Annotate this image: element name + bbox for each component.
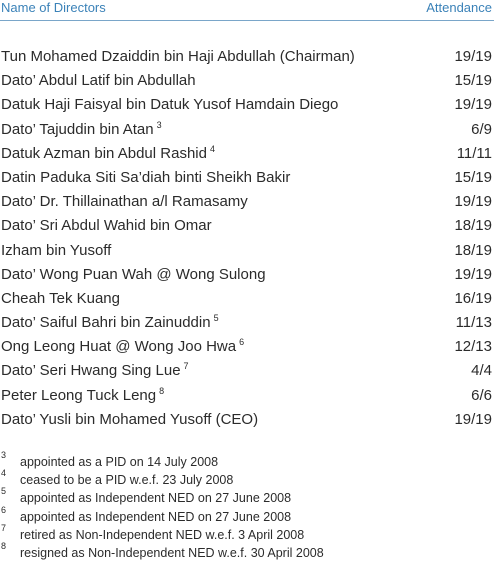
table-row bbox=[0, 410, 494, 434]
director-name-text: Datin Paduka Siti Sa’diah binti Sheikh Bakir bbox=[1, 168, 291, 186]
table-row bbox=[0, 71, 494, 95]
director-name-text: Cheah Tek Kuang bbox=[1, 289, 120, 307]
footnote-marker: 4 bbox=[209, 143, 215, 154]
table-row bbox=[0, 168, 494, 192]
footnote-text: appointed as a PID on 14 July 2008 bbox=[20, 455, 219, 469]
footnote-marker: 3 bbox=[156, 119, 162, 130]
attendance-value: 16/19 bbox=[454, 289, 492, 307]
director-name bbox=[1, 71, 196, 91]
table-row bbox=[0, 337, 494, 361]
table-row bbox=[0, 192, 494, 216]
footnote bbox=[0, 450, 494, 471]
table-header bbox=[0, 0, 494, 21]
director-name bbox=[1, 241, 111, 261]
attendance-value: 19/19 bbox=[454, 265, 492, 283]
director-name-text: Dato’ Saiful Bahri bin Zainuddin bbox=[1, 314, 211, 332]
table-row bbox=[0, 289, 494, 313]
footnote-marker: 8 bbox=[159, 385, 165, 396]
footnote bbox=[0, 504, 494, 526]
director-name bbox=[1, 120, 162, 140]
table-row bbox=[0, 216, 494, 240]
footnote bbox=[0, 486, 494, 507]
attendance-value: 19/19 bbox=[454, 96, 492, 114]
director-name-text: Datuk Azman bin Abdul Rashid bbox=[1, 144, 207, 162]
directors-table-body bbox=[0, 47, 494, 434]
footnote-marker: 6 bbox=[239, 337, 245, 348]
attendance-value: 11/13 bbox=[455, 314, 492, 332]
table-row bbox=[0, 361, 494, 385]
director-name-text: Ong Leong Huat @ Wong Joo Hwa bbox=[1, 338, 237, 356]
table-row bbox=[0, 265, 494, 289]
attendance-value: 19/19 bbox=[454, 48, 492, 65]
director-name bbox=[1, 337, 244, 357]
table-row bbox=[0, 95, 494, 119]
footnote-number: 5 bbox=[1, 486, 7, 497]
director-name bbox=[1, 289, 120, 309]
director-name-text: Dato’ Seri Hwang Sing Lue bbox=[1, 362, 181, 380]
footnotes bbox=[0, 450, 494, 562]
director-name bbox=[1, 386, 164, 406]
footnote-text: retired as Non-Independent NED w.e.f. 3 April 2008 bbox=[20, 527, 305, 542]
footnote bbox=[0, 522, 494, 544]
director-name-text: Dato’ Wong Puan Wah @ Wong Sulong bbox=[1, 265, 266, 283]
table-row bbox=[0, 120, 494, 144]
footnote-marker: 5 bbox=[213, 313, 219, 324]
footnote-text: appointed as Independent NED on 27 June 2008 bbox=[20, 509, 292, 524]
column-header-attendance: Attendance bbox=[426, 0, 492, 15]
table-row bbox=[0, 47, 494, 71]
attendance-value: 11/11 bbox=[456, 144, 492, 162]
attendance-value: 6/6 bbox=[471, 386, 492, 404]
director-name bbox=[1, 216, 212, 236]
attendance-value: 19/19 bbox=[454, 193, 492, 211]
director-name-text: Dato’ Sri Abdul Wahid bin Omar bbox=[1, 217, 212, 235]
attendance-value: 4/4 bbox=[471, 362, 492, 380]
director-name bbox=[1, 410, 258, 430]
footnote-text: ceased to be a PID w.e.f. 23 July 2008 bbox=[20, 473, 234, 488]
director-name-text: Datuk Haji Faisyal bin Datuk Yusof Hamdain Diego bbox=[1, 96, 339, 114]
director-name bbox=[1, 95, 338, 115]
footnote-number: 3 bbox=[1, 450, 7, 460]
footnote-number: 8 bbox=[1, 540, 7, 551]
table-row bbox=[0, 386, 494, 410]
director-name-text: Dato’ Dr. Thillainathan a/l Ramasamy bbox=[1, 193, 248, 211]
footnote-number: 7 bbox=[1, 522, 7, 533]
director-name bbox=[1, 265, 266, 285]
director-name-text: Dato’ Tajuddin bin Atan bbox=[1, 120, 154, 138]
attendance-value: 19/19 bbox=[454, 410, 492, 428]
attendance-value: 18/19 bbox=[454, 217, 492, 235]
table-row bbox=[0, 313, 494, 337]
footnote-number: 6 bbox=[1, 504, 7, 515]
attendance-value: 6/9 bbox=[471, 120, 492, 138]
footnote-text: resigned as Non-Independent NED w.e.f. 30 April 2008 bbox=[20, 545, 324, 560]
table-row bbox=[0, 144, 494, 168]
footnote-marker: 7 bbox=[183, 361, 189, 372]
director-name bbox=[1, 47, 355, 67]
director-name-text: Izham bin Yusoff bbox=[1, 241, 112, 259]
director-name bbox=[1, 192, 248, 212]
director-name bbox=[1, 168, 290, 188]
director-name bbox=[1, 313, 219, 333]
director-name bbox=[1, 361, 189, 381]
table-row bbox=[0, 241, 494, 265]
attendance-value: 12/13 bbox=[454, 338, 492, 356]
footnote-number: 4 bbox=[1, 468, 7, 479]
footnote bbox=[0, 468, 494, 489]
attendance-value: 15/19 bbox=[454, 168, 492, 186]
director-name bbox=[1, 144, 215, 164]
footnote-text: appointed as Independent NED on 27 June 2008 bbox=[20, 491, 292, 506]
footnote bbox=[0, 540, 494, 562]
director-name-text: Peter Leong Tuck Leng bbox=[1, 386, 157, 404]
column-header-name: Name of Directors bbox=[1, 0, 106, 15]
attendance-value: 18/19 bbox=[454, 241, 492, 259]
director-name-text: Dato’ Yusli bin Mohamed Yusoff (CEO) bbox=[1, 410, 259, 428]
director-name-text: Tun Mohamed Dzaiddin bin Haji Abdullah (Chairman) bbox=[1, 48, 355, 65]
attendance-value: 15/19 bbox=[454, 72, 492, 90]
director-name-text: Dato’ Abdul Latif bin Abdullah bbox=[1, 72, 196, 90]
